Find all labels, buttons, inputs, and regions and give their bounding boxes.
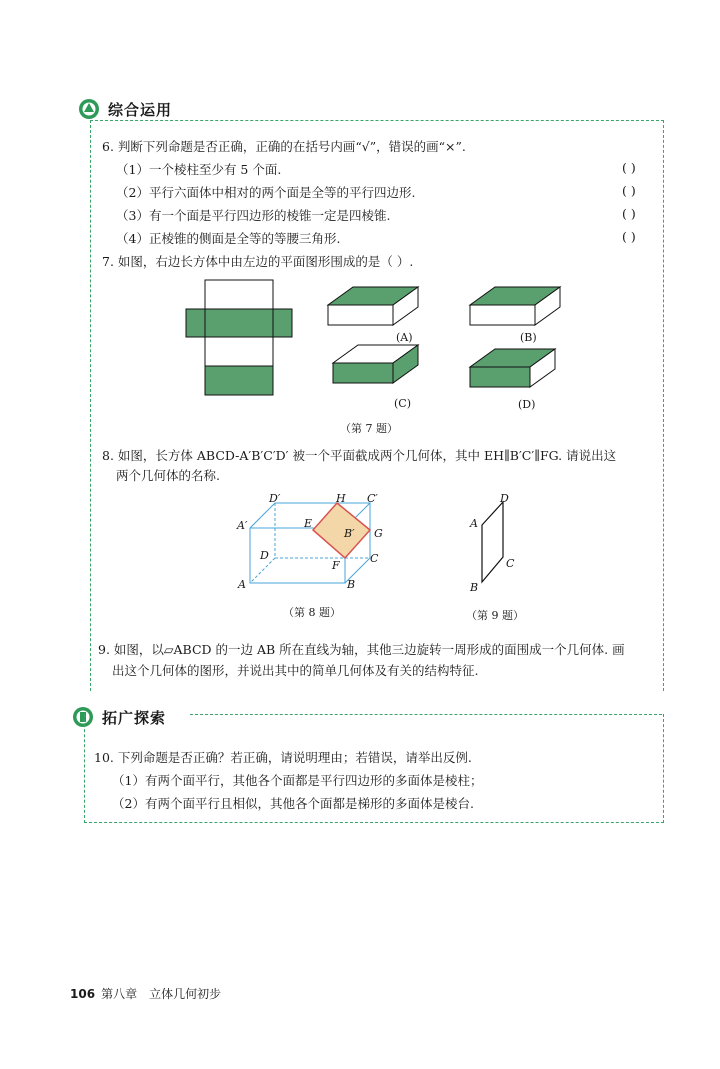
q8-label-f: F	[332, 559, 340, 572]
q10-stem: 10. 下列命题是否正确？若正确，请说明理由；若错误，请举出反例.	[94, 750, 472, 765]
q8-label-a-prime: A′	[237, 519, 248, 532]
q8-label-a: A	[238, 578, 246, 591]
q6-stem: 6. 判断下列命题是否正确，正确的在括号内画“√”，错误的画“×”.	[102, 139, 466, 154]
q9-label-b: B	[470, 581, 479, 594]
chapter-title: 第八章 立体几何初步	[101, 987, 222, 1001]
q8-caption: （第 8 题）	[283, 606, 341, 619]
q8-label-h: H	[336, 492, 346, 505]
q8-stem-line-2: 两个几何体的名称.	[116, 468, 220, 483]
q8-label-e: E	[304, 517, 313, 530]
q7-option-a-label: (A)	[396, 331, 413, 344]
q7-figures	[0, 275, 720, 435]
q8-figure	[225, 490, 395, 600]
option-c-cuboid	[333, 345, 418, 383]
q8-label-g: G	[374, 527, 383, 540]
q6-item-2: （2）平行六面体中相对的两个面是全等的平行四边形.	[116, 185, 416, 200]
q9-figure	[470, 492, 530, 592]
q8-label-b: B	[347, 578, 356, 591]
q9-stem-line-1: 9. 如图，以▱ABCD 的一边 AB 所在直线为轴，其他三边旋转一周形成的面围成一个几何体. 画	[98, 642, 625, 657]
q8-label-d-prime: D′	[269, 492, 281, 505]
q7-option-b-label: (B)	[520, 331, 537, 344]
page-footer	[70, 985, 221, 1002]
q10-item-1: （1）有两个面平行，其他各个面都是平行四边形的多面体是棱柱；	[112, 773, 483, 788]
section-title: 综合运用	[108, 100, 173, 119]
q6-item-1: （1）一个棱柱至少有 5 个面.	[116, 162, 282, 177]
q9-stem-line-2: 出这个几何体的图形，并说出其中的简单几何体及有关的结构特征.	[112, 663, 479, 678]
section-emblem-icon	[78, 98, 100, 120]
q7-option-d-label: (D)	[518, 398, 536, 411]
q8-label-c: C	[370, 552, 379, 565]
q9-label-c: C	[506, 557, 515, 570]
q7-option-c-label: (C)	[394, 397, 411, 410]
q9-label-a: A	[470, 517, 478, 530]
q7-stem: 7. 如图，右边长方体中由左边的平面图形围成的是（ ）.	[102, 254, 414, 269]
option-d-cuboid	[470, 349, 555, 387]
q6-answer-paren-1: ( )	[622, 160, 636, 175]
q6-answer-paren-4: ( )	[622, 229, 636, 244]
q8-label-b-prime: B′	[344, 527, 355, 540]
q8-stem-line-1: 8. 如图，长方体 ABCD-A′B′C′D′ 被一个平面截成两个几何体，其中 EH∥B′C′∥FG. 请说出这	[102, 448, 617, 463]
q8-label-d: D	[260, 549, 269, 562]
q7-caption: （第 7 题）	[340, 422, 398, 435]
section-header-comprehensive	[78, 98, 172, 120]
q8-label-c-prime: C′	[367, 492, 378, 505]
option-a-cuboid	[328, 287, 418, 325]
cuboid-net	[186, 280, 292, 395]
q6-item-4: （4）正棱锥的侧面是全等的等腰三角形.	[116, 231, 341, 246]
q10-item-2: （2）有两个面平行且相似，其他各个面都是梯形的多面体是棱台.	[112, 796, 474, 811]
q6-answer-paren-2: ( )	[622, 183, 636, 198]
page-number: 106	[70, 987, 96, 1001]
option-b-cuboid	[470, 287, 560, 325]
q6-item-3: （3）有一个面是平行四边形的棱锥一定是四棱锥.	[116, 208, 391, 223]
q9-caption: （第 9 题）	[466, 609, 524, 622]
q9-label-d: D	[500, 492, 509, 505]
q6-answer-paren-3: ( )	[622, 206, 636, 221]
section-title: 拓广探索	[102, 708, 167, 727]
